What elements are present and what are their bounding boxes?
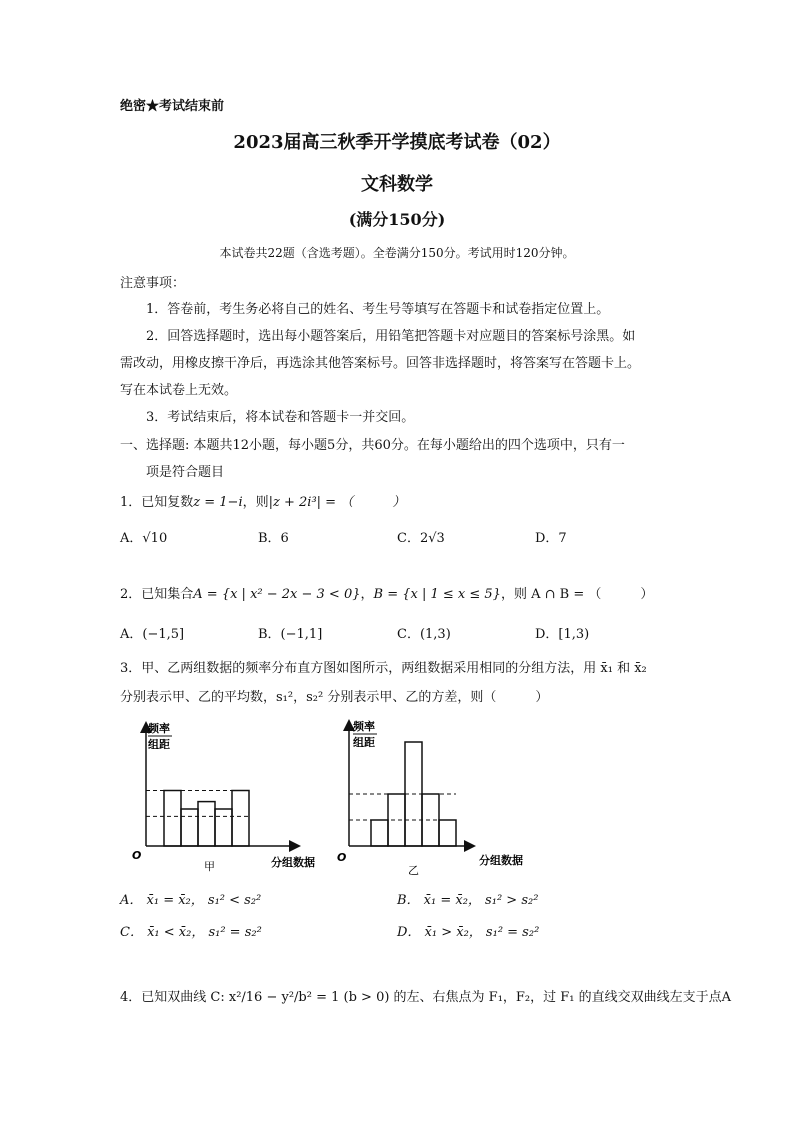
q2-tail: ，则 A ∩ B = （ ） bbox=[500, 587, 654, 602]
q1-option-b: B．6 bbox=[258, 531, 289, 546]
note-item-1: 1．答卷前，考生务必将自己的姓名、考生号等填写在答题卡和试卷指定位置上。 bbox=[146, 302, 610, 317]
q1-z: z = 1−i bbox=[193, 495, 243, 510]
q1-prefix: 1．已知复数 bbox=[120, 495, 194, 510]
y-label-top: 频率 bbox=[353, 720, 375, 733]
q2-option-d: D．[1,3) bbox=[535, 627, 590, 642]
histogram-bar-5 bbox=[232, 791, 249, 847]
q2-set-b: B = {x | 1 ≤ x ≤ 5} bbox=[373, 587, 501, 602]
note-item-2-line-2: 需改动，用橡皮擦干净后，再选涂其他答案标号。回答非选择题时，将答案写在答题卡上。 bbox=[120, 356, 641, 371]
q1-option-a-value: √10 bbox=[142, 531, 168, 546]
question-4-line-1: 4．已知双曲线 C: x²/16 − y²/b² = 1 (b > 0) 的左、右焦点为 F₁，F₂，过 F₁ 的直线交双曲线左支于点A bbox=[120, 990, 732, 1005]
histogram-bar-1 bbox=[164, 791, 181, 847]
histogram-bar-2 bbox=[181, 809, 198, 846]
y-label-top: 频率 bbox=[148, 722, 170, 735]
q3-option-d: D． x̄₁ > x̄₂， s₁² = s₂² bbox=[397, 925, 540, 940]
histogram-bar-4 bbox=[215, 809, 232, 846]
q3-option-b: B． x̄₁ = x̄₂， s₁² > s₂² bbox=[397, 893, 539, 908]
origin-label: O bbox=[337, 851, 347, 864]
notes-heading: 注意事项： bbox=[120, 276, 186, 291]
q2-option-c: C．(1,3) bbox=[397, 627, 451, 642]
origin-label: O bbox=[132, 849, 142, 862]
q1-option-c: C．2√3 bbox=[397, 531, 445, 546]
q2-sep: ， bbox=[360, 587, 374, 602]
section-heading-line-1: 一、选择题: 本题共12小题，每小题5分，共60分。在每小题给出的四个选项中，只有一 bbox=[120, 438, 625, 453]
exam-summary: 本试卷共22题（含选考题）。全卷满分150分。考试用时120分钟。 bbox=[219, 246, 575, 260]
q3-option-a: A． x̄₁ = x̄₂， s₁² < s₂² bbox=[120, 893, 262, 908]
q2-option-a: A．(−1,5] bbox=[120, 627, 185, 642]
note-item-3: 3．考试结束后，将本试卷和答题卡一并交回。 bbox=[146, 410, 415, 425]
secret-label: 绝密★考试结束前 bbox=[120, 99, 225, 114]
chart-caption: 甲 bbox=[204, 860, 215, 873]
histogram-bar-5 bbox=[439, 820, 456, 846]
q1-mid: ，则 bbox=[242, 495, 269, 510]
q1-option-d: D．7 bbox=[535, 531, 567, 546]
note-item-2-line-1: 2．回答选择题时，选出每小题答案后，用铅笔把答题卡对应题目的答案标号涂黑。如 bbox=[146, 329, 636, 344]
q1-option-c-value: 2√3 bbox=[419, 531, 445, 546]
section-heading-line-2: 项是符合题目 bbox=[146, 465, 225, 480]
exam-title: 2023届高三秋季开学摸底考试卷（02） bbox=[233, 132, 561, 153]
histogram-yi bbox=[333, 716, 543, 876]
x-axis-label: 分组数据 bbox=[271, 856, 315, 869]
histogram-bar-2 bbox=[388, 794, 405, 846]
question-2 bbox=[120, 583, 653, 602]
note-item-2-line-3: 写在本试卷上无效。 bbox=[120, 383, 238, 398]
question-1 bbox=[120, 491, 405, 510]
q2-prefix: 2．已知集合 bbox=[120, 587, 194, 602]
q1-expr: |z + 2i³| = （ ） bbox=[268, 495, 406, 510]
question-3-line-1: 3．甲、乙两组数据的频率分布直方图如图所示，两组数据采用相同的分组方法，用 x̄₁ 和 x̄₂ bbox=[120, 661, 647, 676]
x-axis-label: 分组数据 bbox=[479, 854, 523, 867]
q2-set-a: A = {x | x² − 2x − 3 < 0} bbox=[193, 587, 361, 602]
histogram-bar-1 bbox=[371, 820, 388, 846]
q1-option-a: A．√10 bbox=[120, 531, 168, 546]
q2-option-b: B．(−1,1] bbox=[258, 627, 323, 642]
question-3-line-2: 分别表示甲、乙的平均数，s₁²，s₂² 分别表示甲、乙的方差，则（ ） bbox=[120, 690, 549, 705]
q3-option-c: C． x̄₁ < x̄₂， s₁² = s₂² bbox=[120, 925, 262, 940]
y-label-bottom: 组距 bbox=[148, 738, 170, 751]
full-score: (满分150分) bbox=[348, 210, 446, 229]
chart-caption: 乙 bbox=[408, 864, 419, 876]
exam-subject: 文科数学 bbox=[361, 174, 433, 195]
histogram-jia bbox=[128, 716, 328, 878]
histogram-bar-3 bbox=[198, 802, 215, 846]
y-label-bottom: 组距 bbox=[353, 736, 375, 749]
